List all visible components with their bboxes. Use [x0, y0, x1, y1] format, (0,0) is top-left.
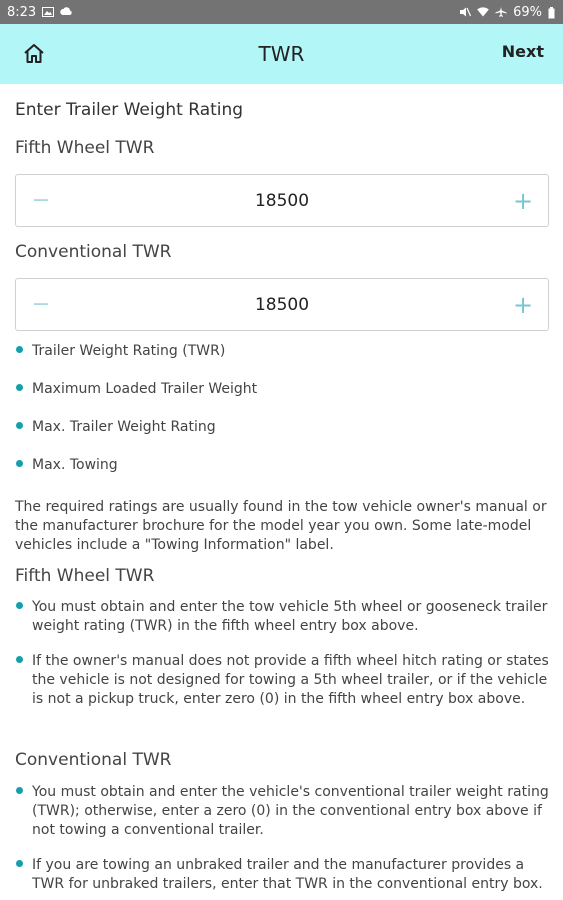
- section-heading: Enter Trailer Weight Rating: [15, 100, 244, 120]
- list-item: Maximum Loaded Trailer Weight: [15, 380, 550, 399]
- fifth-wheel-decrement-button[interactable]: −: [31, 188, 51, 213]
- info-paragraph: The required ratings are usually found in the tow vehicle owner's manual or the manufacturer brochure for the model year you own. Some late-model vehicles include a "Towing Information" label.: [15, 499, 547, 553]
- conventional-value-input[interactable]: 18500: [254, 294, 310, 315]
- conventional-decrement-button[interactable]: −: [31, 292, 51, 317]
- cloud-notification-icon: [60, 7, 72, 17]
- fifth-wheel-section-title: Fifth Wheel TWR: [15, 566, 155, 586]
- bullet-icon: [16, 860, 23, 867]
- status-bar: [0, 0, 563, 24]
- home-icon: [22, 42, 46, 66]
- fifth-wheel-stepper: [15, 174, 549, 227]
- battery-percent: 69%: [513, 4, 542, 20]
- bullet-icon: [16, 460, 23, 467]
- mute-icon: [459, 7, 471, 17]
- airplane-mode-icon: [495, 7, 507, 17]
- bullet-icon: [16, 787, 23, 794]
- list-item: If you are towing an unbraked trailer and the manufacturer provides a TWR for unbraked trailers, enter that TWR in the conventional entry box.: [15, 856, 550, 894]
- next-button[interactable]: Next: [501, 42, 544, 61]
- list-item: Trailer Weight Rating (TWR): [15, 342, 550, 361]
- rating-names-list: [15, 342, 550, 475]
- list-item: You must obtain and enter the tow vehicle 5th wheel or gooseneck trailer weight rating (TWR) in the fifth wheel entry box above.: [15, 598, 550, 636]
- fifth-wheel-value-input[interactable]: 18500: [254, 190, 310, 211]
- battery-icon: [548, 7, 555, 17]
- gallery-notification-icon: [42, 7, 54, 17]
- wifi-icon: [477, 7, 489, 17]
- conventional-stepper: [15, 278, 549, 331]
- bullet-icon: [16, 346, 23, 353]
- bullet-icon: [16, 422, 23, 429]
- fifth-wheel-label: Fifth Wheel TWR: [15, 138, 155, 158]
- bullet-icon: [16, 384, 23, 391]
- conventional-increment-button[interactable]: +: [512, 290, 534, 319]
- list-item: You must obtain and enter the vehicle's conventional trailer weight rating (TWR); otherwise, enter a zero (0) in the conventional entry box above if not towing a conventional trailer.: [15, 783, 550, 840]
- conventional-section-title: Conventional TWR: [15, 750, 172, 770]
- conventional-label: Conventional TWR: [15, 242, 172, 262]
- fifth-wheel-increment-button[interactable]: +: [512, 186, 534, 215]
- status-time: 8:23: [7, 4, 37, 20]
- fifth-wheel-notes: [15, 598, 550, 709]
- app-bar: [0, 24, 563, 84]
- page-title: TWR: [258, 42, 305, 66]
- home-button[interactable]: [22, 42, 46, 66]
- bullet-icon: [16, 656, 23, 663]
- bullet-icon: [16, 602, 23, 609]
- list-item: If the owner's manual does not provide a fifth wheel hitch rating or states the vehicle is not designed for towing a 5th wheel trailer, or if the vehicle is not a pickup truck, enter zero (0) in the fifth wheel entry box above.: [15, 652, 550, 709]
- conventional-notes: [15, 783, 550, 894]
- list-item: Max. Trailer Weight Rating: [15, 418, 550, 437]
- list-item: Max. Towing: [15, 456, 550, 475]
